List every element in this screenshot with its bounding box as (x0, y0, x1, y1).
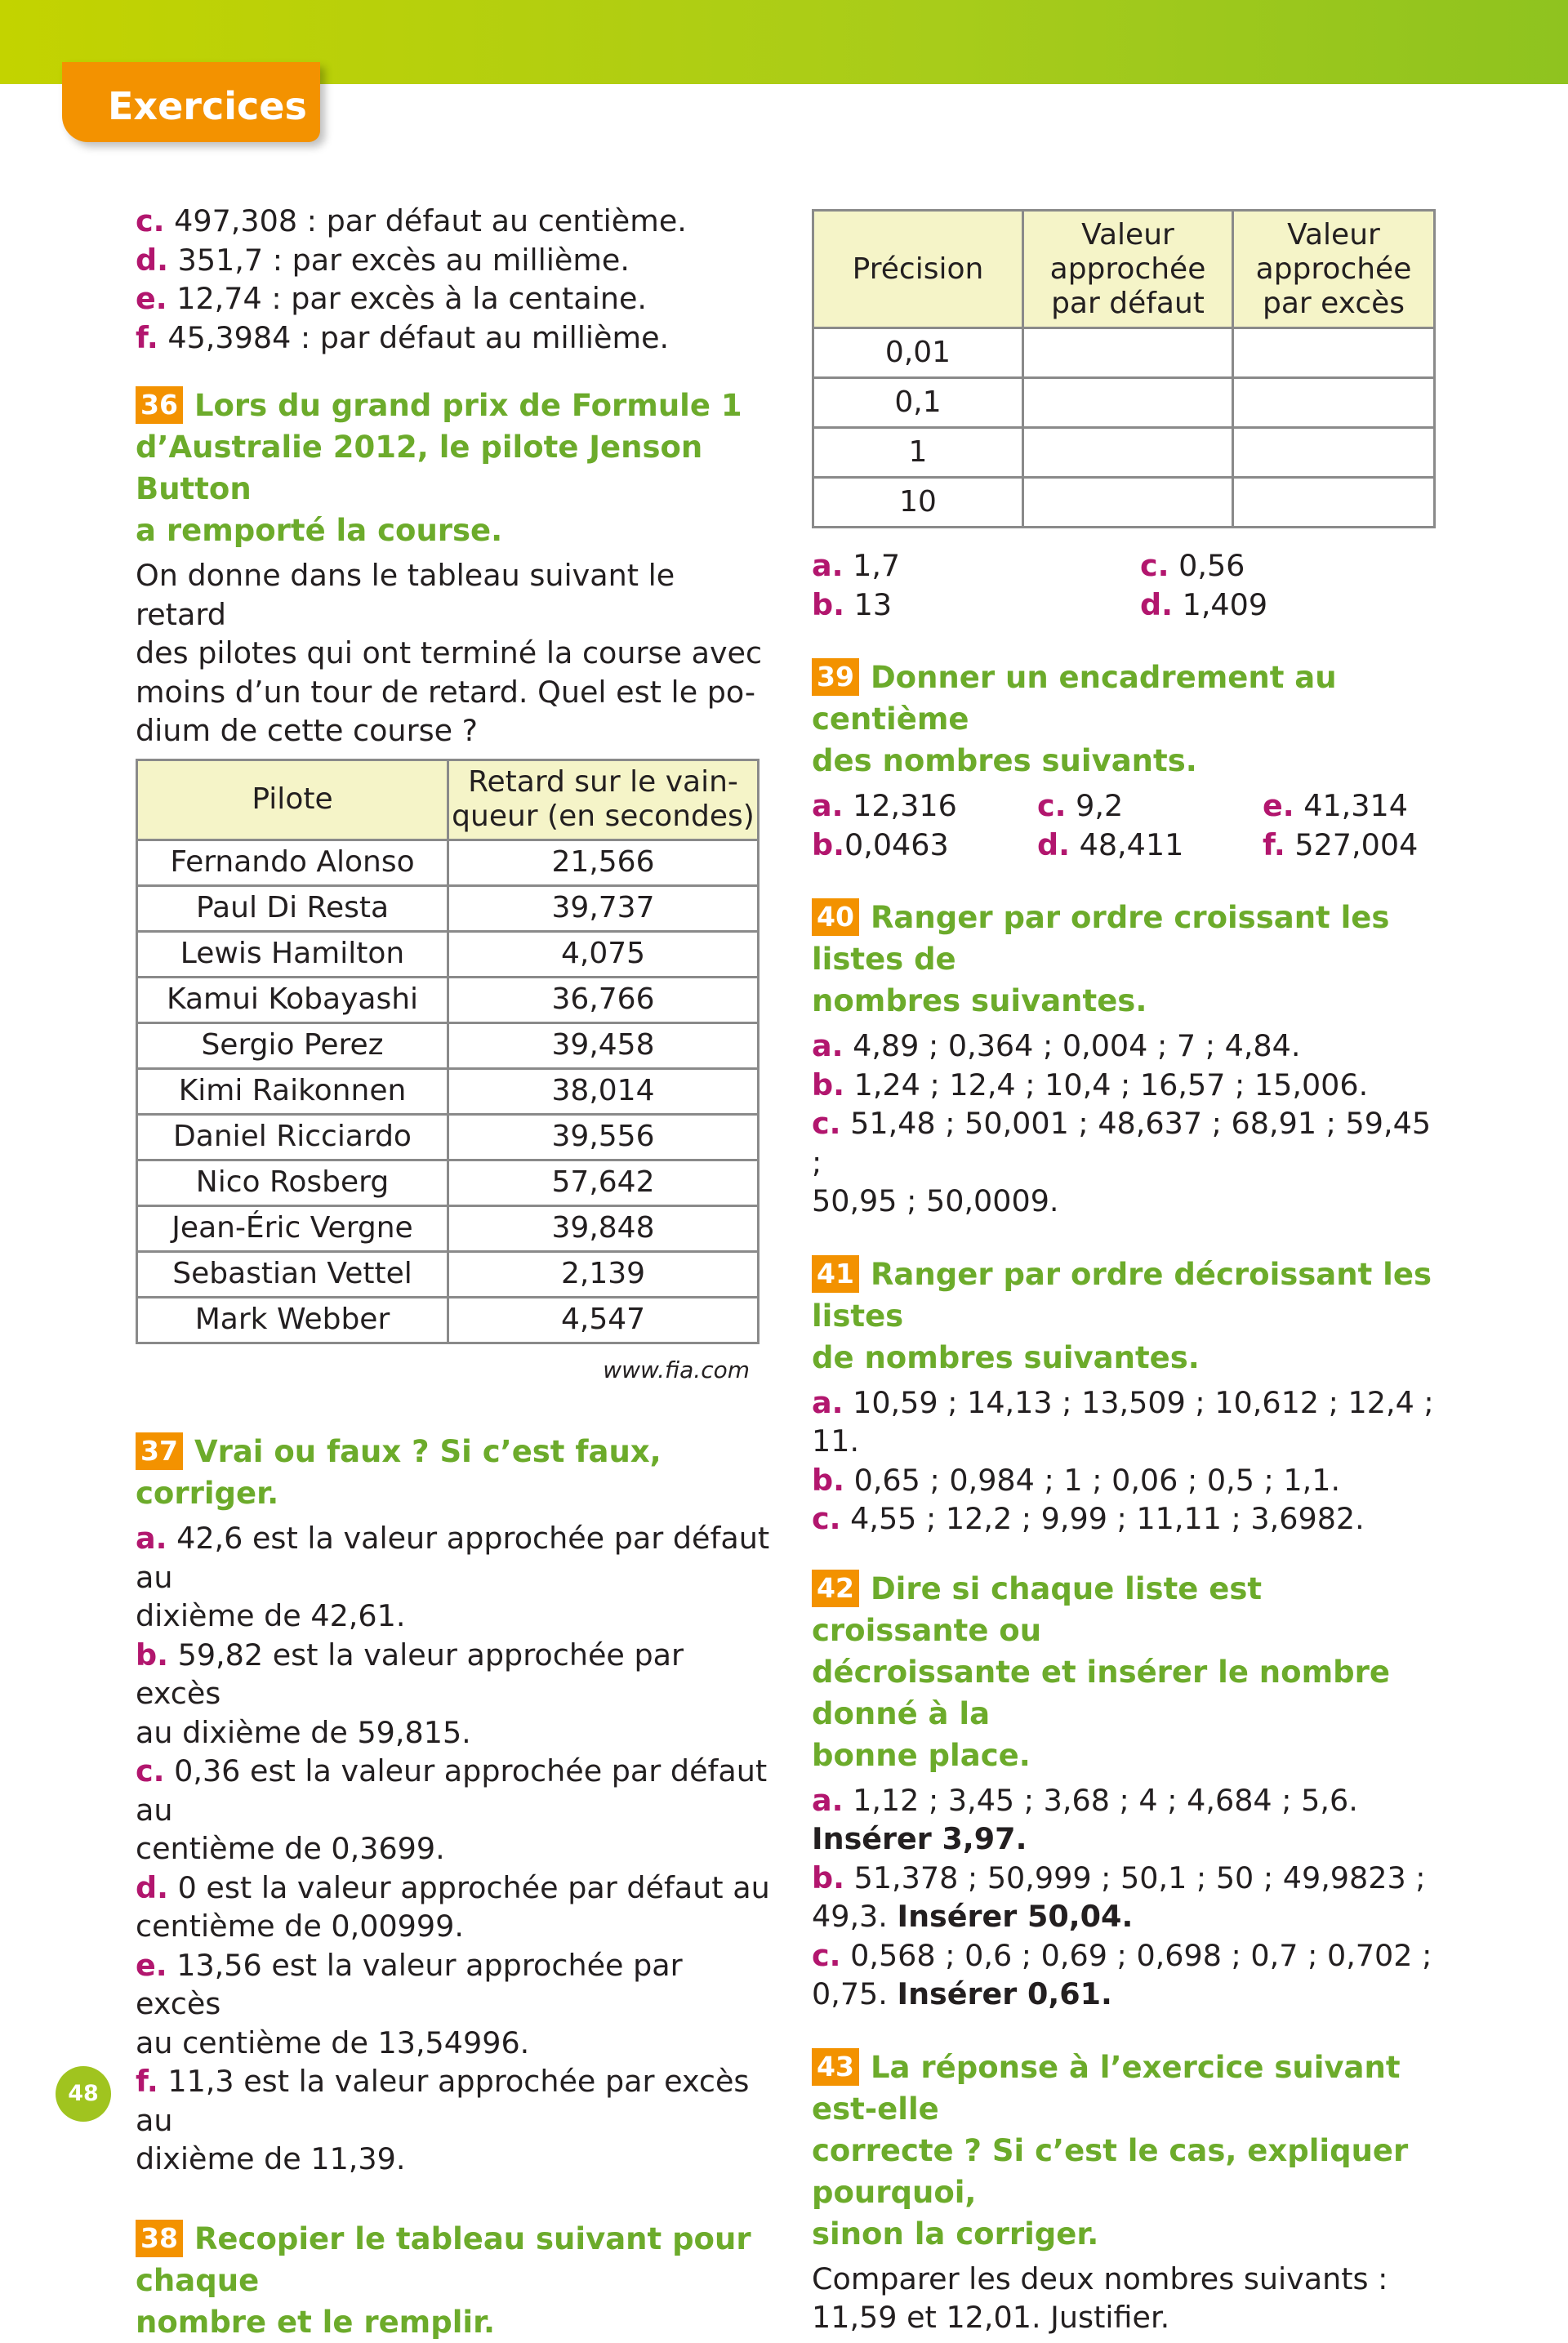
exercise-title: 36 Lors du grand prix de Formule 1 (136, 385, 773, 426)
list-item: e. 41,314 (1263, 788, 1408, 823)
table-row (137, 1114, 759, 1160)
table-row (137, 1297, 759, 1343)
list-item: c. 9,2 (1037, 788, 1124, 823)
list-item: f. 45,3984 : par défaut au millième. (136, 319, 670, 355)
exercise-title-line: des nombres suivants. (812, 743, 1197, 778)
empty-cell (1233, 378, 1435, 428)
table-row (137, 1251, 759, 1297)
precision-value: 10 (813, 478, 1023, 528)
exercise-number: 40 (812, 898, 859, 936)
exercise-41 (812, 1254, 1449, 1539)
list-item-continuation: dixième de 11,39. (136, 2141, 406, 2176)
exercise-title-line: correcte ? Si c’est le cas, expliquer pourquoi, (812, 2132, 1409, 2210)
pilot-name: Nico Rosberg (137, 1160, 448, 1205)
pilot-name: Daniel Ricciardo (137, 1114, 448, 1160)
body-text: dium de cette course ? (136, 713, 479, 748)
exercise-number: 43 (812, 2048, 859, 2086)
pilot-delay: 2,139 (448, 1251, 759, 1297)
list-item-continuation: au dixième de 59,815. (136, 1714, 471, 1750)
table-row (137, 1160, 759, 1205)
pilot-delay: 39,737 (448, 885, 759, 931)
list-item: c. 0,56 (1140, 548, 1245, 583)
list-item: a. 10,59 ; 14,13 ; 13,509 ; 10,612 ; 12,4 ; 11. (812, 1384, 1434, 1459)
empty-cell (1023, 478, 1233, 528)
exercise-title-line: d’Australie 2012, le pilote Jenson Button (136, 430, 703, 506)
pilot-delay: 57,642 (448, 1160, 759, 1205)
exercise-42 (812, 1568, 1449, 2014)
precision-value: 0,01 (813, 328, 1023, 378)
list-item: a. 4,89 ; 0,364 ; 0,004 ; 7 ; 4,84. (812, 1028, 1301, 1063)
source-link[interactable]: www.fia.com (603, 1356, 750, 1383)
section-tab: Exercices (62, 62, 320, 142)
pilot-delay: 4,547 (448, 1297, 759, 1343)
exercise-number: 38 (136, 2220, 183, 2257)
pilot-delay: 38,014 (448, 1068, 759, 1114)
table-row (137, 1205, 759, 1251)
list-item: d. 0 est la valeur approchée par défaut au (136, 1869, 770, 1905)
list-item: c. 0,568 ; 0,6 ; 0,69 ; 0,698 ; 0,7 ; 0,702 ; (812, 1937, 1432, 1973)
exercise-title: 41 Ranger par ordre décroissant les listes (812, 1256, 1432, 1334)
exercise-43 (812, 2047, 1449, 2337)
list-item-continuation: centième de 0,3699. (136, 1831, 445, 1866)
body-text: On donne dans le tableau suivant le retard (136, 558, 675, 632)
exercise-title: 40 Ranger par ordre croissant les listes de (812, 900, 1390, 977)
table-row (813, 428, 1435, 478)
pilot-name: Paul Di Resta (137, 885, 448, 931)
body-text: 11,59 et 12,01. Justifier. (812, 2300, 1170, 2335)
exercise-title-line: sinon la corriger. (812, 2216, 1099, 2252)
list-item: f. 11,3 est la valeur approchée par excès au (136, 2064, 750, 2138)
pilot-name: Mark Webber (137, 1297, 448, 1343)
exercise-title: 42 Dire si chaque liste est croissante ou (812, 1570, 1263, 1648)
exercise-number: 42 (812, 1570, 859, 1607)
exercise-title-line: décroissante et insérer le nombre donné à la (812, 1654, 1390, 1731)
empty-cell (1233, 478, 1435, 528)
list-item-continuation: centième de 0,00999. (136, 1909, 464, 1944)
list-item: c. 0,36 est la valeur approchée par défaut au (136, 1753, 768, 1828)
pilot-delay: 39,556 (448, 1114, 759, 1160)
list-item: f. 527,004 (1263, 826, 1419, 862)
pilot-name: Jean-Éric Vergne (137, 1205, 448, 1251)
list-item-continuation: 0,75. Insérer 0,61. (812, 1976, 1112, 2011)
page-number: 48 (56, 2066, 111, 2122)
table-row (813, 478, 1435, 528)
table-header: Pilote (137, 759, 448, 840)
list-item: b. 51,378 ; 50,999 ; 50,1 ; 50 ; 49,9823 ; (812, 1860, 1426, 1895)
exercise-number: 36 (136, 386, 183, 424)
exercise-title-line: bonne place. (812, 1737, 1031, 1773)
empty-cell (1023, 428, 1233, 478)
list-item: d. 48,411 (1037, 826, 1184, 862)
exercise-37 (136, 1431, 773, 2179)
right-column (812, 209, 1449, 2337)
exercise-number: 41 (812, 1255, 859, 1293)
table-row (137, 1068, 759, 1114)
list-item: e. 12,74 : par excès à la centaine. (136, 281, 648, 316)
body-text: des pilotes qui ont terminé la course avec (136, 635, 763, 670)
list-item: d. 351,7 : par excès au millième. (136, 242, 630, 278)
empty-cell (1233, 428, 1435, 478)
table-row (813, 378, 1435, 428)
table-row (137, 1022, 759, 1068)
pilot-name: Sebastian Vettel (137, 1251, 448, 1297)
exercise-40 (812, 897, 1449, 1221)
precision-value: 1 (813, 428, 1023, 478)
empty-cell (1023, 328, 1233, 378)
exercise-number: 37 (136, 1432, 183, 1470)
exercise-number: 39 (812, 658, 859, 696)
insert-instruction: Insérer 3,97. (812, 1821, 1027, 1856)
pilot-name: Kamui Kobayashi (137, 977, 448, 1022)
pilot-delay: 36,766 (448, 977, 759, 1022)
body-text: moins d’un tour de retard. Quel est le po- (136, 674, 756, 710)
list-item: a. 42,6 est la valeur approchée par défaut au (136, 1521, 770, 1595)
list-item: d. 1,409 (1140, 586, 1268, 622)
table-row (137, 885, 759, 931)
left-column (136, 202, 773, 2343)
empty-cell (1233, 328, 1435, 378)
pilot-delay: 39,848 (448, 1205, 759, 1251)
body-text: Comparer les deux nombres suivants : (812, 2261, 1388, 2296)
exercise-title-line: nombres suivantes. (812, 983, 1147, 1018)
list-item: c. 51,48 ; 50,001 ; 48,637 ; 68,91 ; 59,45 ; (812, 1106, 1432, 1180)
list-item: b. 13 (812, 586, 893, 622)
list-item: b. 1,24 ; 12,4 ; 10,4 ; 16,57 ; 15,006. (812, 1067, 1369, 1102)
list-item-continuation: dixième de 42,61. (136, 1598, 406, 1633)
list-item-continuation: 50,95 ; 50,0009. (812, 1183, 1059, 1218)
exercise-title: 37 Vrai ou faux ? Si c’est faux, corriger. (136, 1434, 662, 1511)
empty-cell (1023, 378, 1233, 428)
list-item-continuation: au centième de 13,54996. (136, 2025, 530, 2060)
pilot-delay: 4,075 (448, 931, 759, 977)
pilot-delay: 39,458 (448, 1022, 759, 1068)
list-item: e. 13,56 est la valeur approchée par excès (136, 1947, 683, 2021)
exercise-title-line: nombre et le remplir. (136, 2304, 496, 2340)
list-item: a. 1,12 ; 3,45 ; 3,68 ; 4 ; 4,684 ; 5,6. (812, 1782, 1358, 1818)
pilot-name: Lewis Hamilton (137, 931, 448, 977)
exercise-title-line: a remporté la course. (136, 513, 503, 548)
table-header: Valeur approchée par excès (1233, 211, 1435, 328)
precision-value: 0,1 (813, 378, 1023, 428)
list-item: c. 497,308 : par défaut au centième. (136, 203, 687, 238)
table-row (813, 328, 1435, 378)
table-header: Valeur approchée par défaut (1023, 211, 1233, 328)
exercise-38 (136, 2218, 773, 2343)
pilot-delay: 21,566 (448, 840, 759, 885)
ex35-continuation (136, 202, 773, 357)
exercise-39 (812, 657, 1449, 864)
list-item: b. 0,65 ; 0,984 ; 1 ; 0,06 ; 0,5 ; 1,1. (812, 1462, 1341, 1498)
pilots-table (136, 759, 760, 1344)
table-header: Précision (813, 211, 1023, 328)
pilot-name: Kimi Raikonnen (137, 1068, 448, 1114)
exercise-title: 39 Donner un encadrement au centième (812, 660, 1337, 737)
pilot-name: Fernando Alonso (137, 840, 448, 885)
pilot-name: Sergio Perez (137, 1022, 448, 1068)
precision-table (812, 209, 1436, 528)
exercise-36 (136, 385, 773, 1389)
list-item: c. 4,55 ; 12,2 ; 9,99 ; 11,11 ; 3,6982. (812, 1501, 1365, 1536)
list-item: b. 59,82 est la valeur approchée par excès (136, 1637, 684, 1711)
list-item: a. 1,7 (812, 548, 901, 583)
ex38-items (812, 546, 1449, 624)
table-row (137, 977, 759, 1022)
table-row (137, 931, 759, 977)
exercise-title: 43 La réponse à l’exercice suivant est-elle (812, 2049, 1401, 2127)
list-item: a. 12,316 (812, 788, 957, 823)
exercise-title: 38 Recopier le tableau suivant pour chaque (136, 2221, 751, 2298)
list-item-continuation: 49,3. Insérer 50,04. (812, 1899, 1134, 1934)
exercise-title-line: de nombres suivantes. (812, 1339, 1200, 1375)
list-item: b.0,0463 (812, 826, 949, 862)
table-row (137, 840, 759, 885)
table-header: Retard sur le vain- queur (en secondes) (448, 759, 759, 840)
